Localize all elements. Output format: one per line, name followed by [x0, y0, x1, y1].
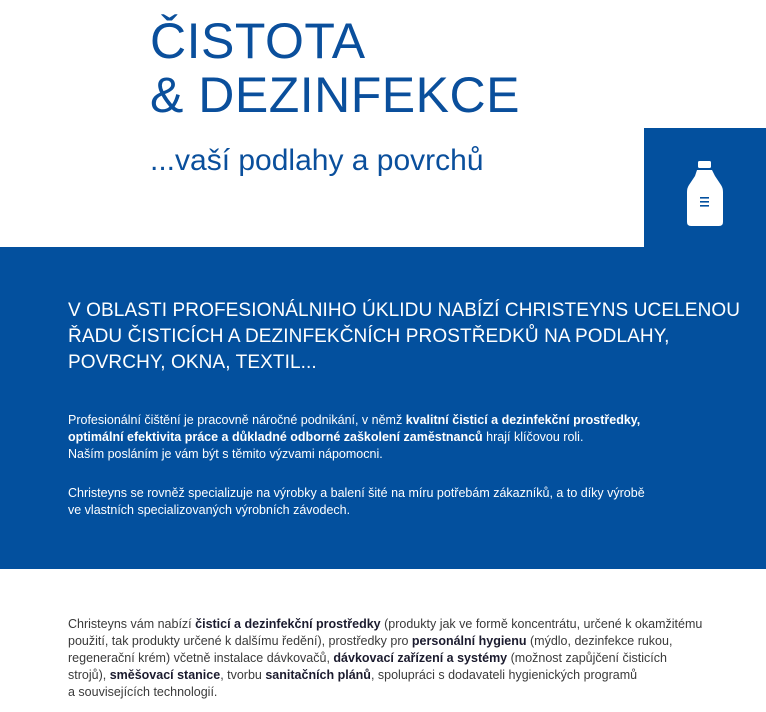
band-heading-line-1: V OBLASTI PROFESIONÁLNIHO ÚKLIDU NABÍZÍ CHRISTEYNS UCELENOU	[68, 300, 741, 321]
p1-emphasis: kvalitní čisticí a dezinfekční prostředky,	[405, 413, 641, 427]
page-subtitle: ...vaší podlahy a povrchů	[150, 144, 484, 177]
band-heading-line-2: ŘADU ČISTICÍCH A DEZINFEKČNÍCH PROSTŘEDKŮ NA PODLAHY,	[68, 326, 670, 347]
p1-line-1	[68, 412, 728, 429]
title-line-2: & DEZINFEKCE	[150, 67, 520, 123]
offer-paragraph	[68, 616, 728, 701]
p2-line-2: ve vlastních specializovaných výrobních závodech.	[68, 503, 351, 517]
offer-line-2	[68, 633, 728, 650]
offer-emphasis: sanitačních plánů	[265, 668, 371, 682]
title-line-1: ČISTOTA	[150, 13, 366, 69]
offer-text: (produkty jak ve formě koncentrátu, určené k okamžitému	[380, 617, 703, 631]
offer-emphasis: dávkovací zařízení a systémy	[333, 651, 508, 665]
band-heading-line-3: POVRCHY, OKNA, TEXTIL...	[68, 352, 317, 373]
intro-paragraph-2	[68, 485, 728, 519]
offer-line-3	[68, 650, 728, 667]
offer-text: (možnost zapůjčení čisticích	[507, 651, 667, 665]
p1-line-2	[68, 429, 728, 446]
offer-emphasis: směšovací stanice	[109, 668, 221, 682]
icon-box	[644, 128, 766, 250]
offer-text: použití, tak produkty určené k dalšímu ředění), prostředky pro	[68, 634, 412, 648]
offer-text: (mýdlo, dezinfekce rukou,	[526, 634, 673, 648]
intro-band	[0, 247, 766, 569]
offer-text: Christeyns vám nabízí	[68, 617, 196, 631]
offer-line-4	[68, 667, 728, 684]
p1-line-3: Naším posláním je vám být s těmito výzvami nápomocni.	[68, 447, 383, 461]
p1-emphasis: optimální efektivita práce a důkladné odborné zaškolení zaměstnanců	[68, 430, 483, 444]
intro-paragraph-1	[68, 412, 728, 463]
offer-text: strojů),	[68, 668, 110, 682]
offer-text: , spolupráci s dodavateli hygienických programů	[370, 668, 638, 682]
offer-text: , tvorbu	[220, 668, 266, 682]
offer-emphasis: čisticí a dezinfekční prostředky	[195, 617, 381, 631]
p1-text: Profesionální čištění je pracovně náročné podnikání, v němž	[68, 413, 406, 427]
offer-text: regenerační krém) včetně instalace dávkovačů,	[68, 651, 334, 665]
offer-emphasis: personální hygienu	[411, 634, 527, 648]
p2-line-1: Christeyns se rovněž specializuje na výrobky a balení šité na míru potřebám zákazníků, a to díky výrobě	[68, 486, 645, 500]
offer-line-5: a souvisejících technologií.	[68, 685, 218, 699]
bottle-icon	[686, 161, 724, 227]
p1-text: hrají klíčovou roli.	[482, 430, 584, 444]
offer-line-1	[68, 616, 728, 633]
band-heading	[68, 298, 741, 376]
page-title	[150, 14, 520, 122]
